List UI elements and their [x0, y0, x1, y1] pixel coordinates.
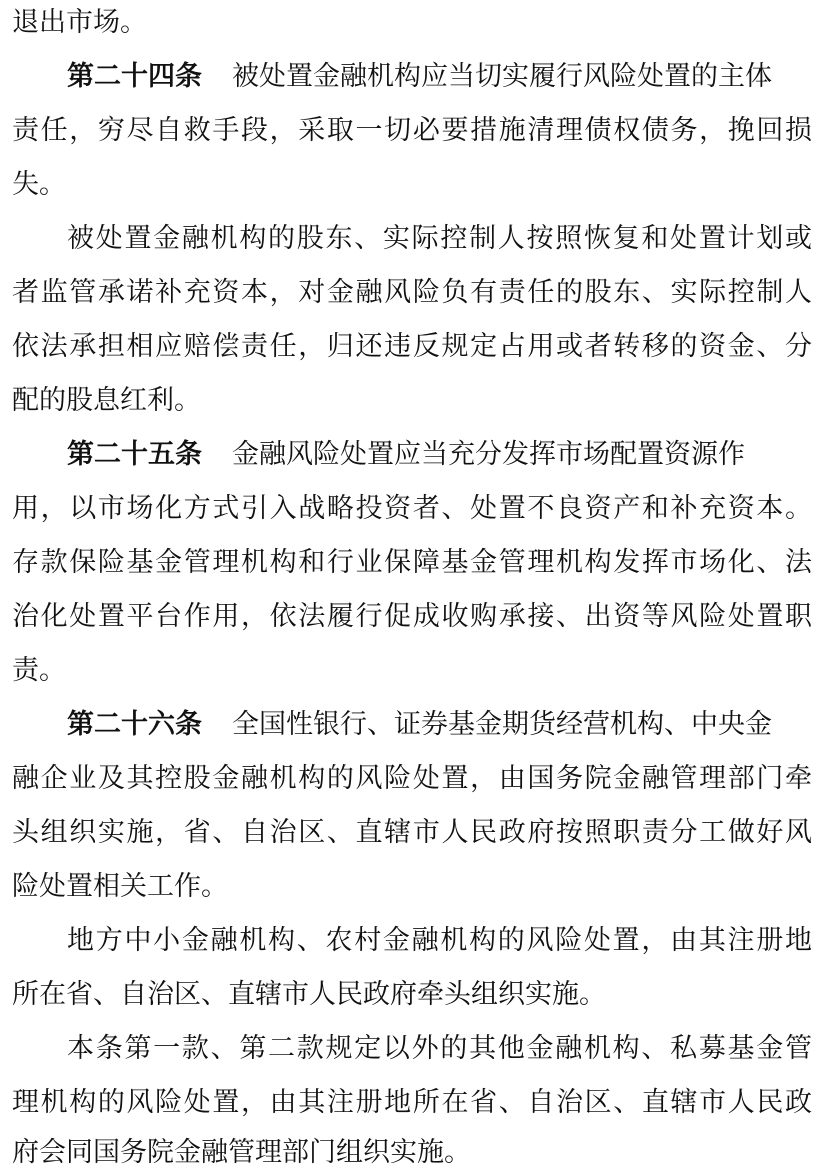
text-line: 府会同国务院金融管理部门组织实施。	[12, 1137, 471, 1168]
text-line: 退出市场。	[12, 7, 147, 38]
text-line: 失。	[12, 169, 66, 200]
article-text: 全国性银行、证券基金期货经营机构、中央金	[232, 709, 772, 740]
text-line: 配的股息红利。	[12, 385, 201, 416]
text-line: 理机构的风险处置，由其注册地所在省、自治区、直辖市人民政	[12, 1087, 812, 1118]
article-heading: 第二十四条	[67, 61, 202, 92]
text-line: 责。	[12, 655, 66, 686]
text-line: 险处置相关工作。	[12, 871, 228, 902]
text-line: 被处置金融机构的股东、实际控制人按照恢复和处置计划或	[67, 223, 812, 254]
text-line: 用，以市场化方式引入战略投资者、处置不良资产和补充资本。	[12, 493, 812, 524]
text-line: 头组织实施，省、自治区、直辖市人民政府按照职责分工做好风	[12, 817, 812, 848]
text-line: 者监管承诺补充资本，对金融风险负有责任的股东、实际控制人	[12, 277, 812, 308]
text-line: 所在省、自治区、直辖市人民政府牵头组织实施。	[12, 979, 606, 1010]
article-26-line	[67, 705, 812, 745]
text-line: 存款保险基金管理机构和行业保障基金管理机构发挥市场化、法	[12, 547, 812, 578]
article-heading: 第二十六条	[67, 709, 202, 740]
text-line: 依法承担相应赔偿责任，归还违反规定占用或者转移的资金、分	[12, 331, 812, 362]
text-line: 地方中小金融机构、农村金融机构的风险处置，由其注册地	[67, 925, 812, 956]
text-line: 本条第一款、第二款规定以外的其他金融机构、私募基金管	[67, 1033, 812, 1064]
text-line: 责任，穷尽自救手段，采取一切必要措施清理债权债务，挽回损	[12, 115, 812, 146]
article-25-line	[67, 435, 812, 475]
text-line: 融企业及其控股金融机构的风险处置，由国务院金融管理部门牵	[12, 763, 812, 794]
article-heading: 第二十五条	[67, 439, 202, 470]
article-text: 金融风险处置应当充分发挥市场配置资源作	[232, 439, 745, 470]
text-line: 治化处置平台作用，依法履行促成收购承接、出资等风险处置职	[12, 601, 812, 632]
article-24-line	[67, 57, 812, 97]
article-text: 被处置金融机构应当切实履行风险处置的主体	[232, 61, 772, 92]
